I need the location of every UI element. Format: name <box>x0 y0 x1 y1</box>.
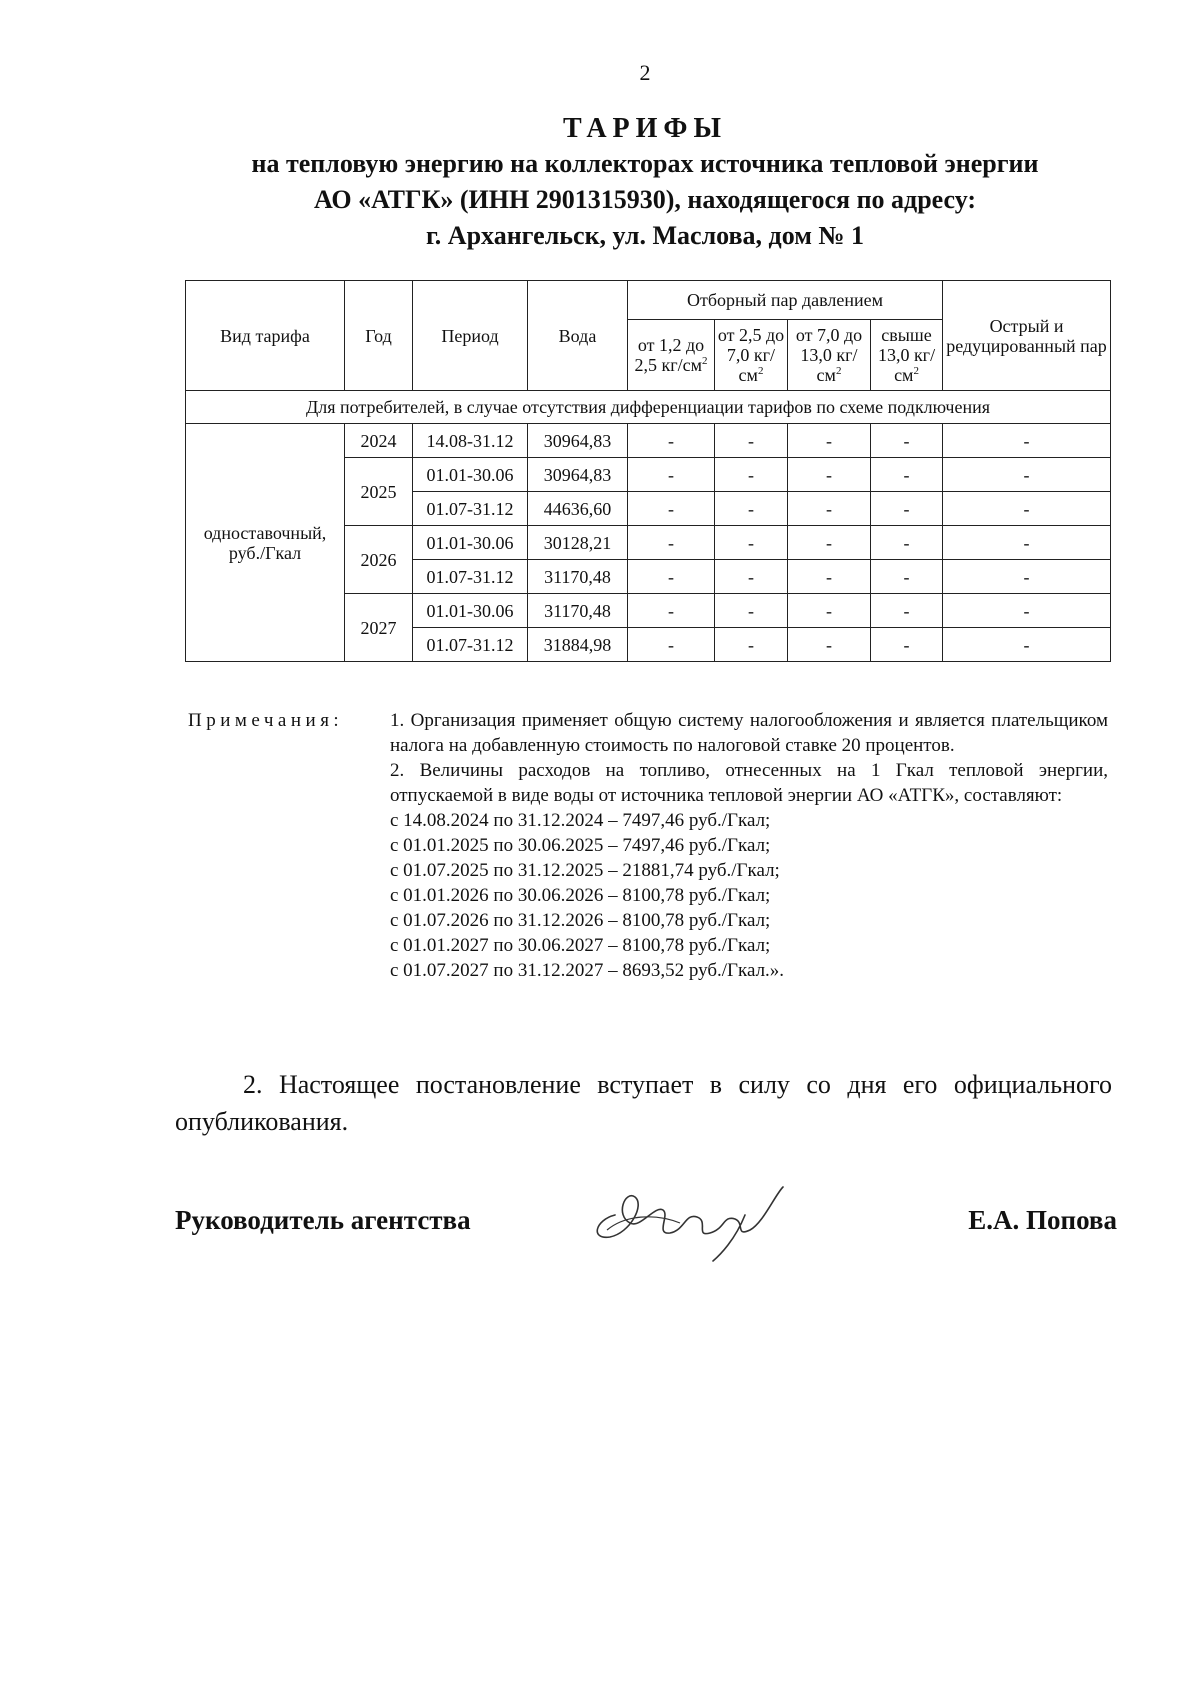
steam-cell: - <box>715 594 788 628</box>
steam-cell: - <box>628 526 715 560</box>
steam-cell: - <box>788 628 871 662</box>
acute-cell: - <box>943 560 1111 594</box>
steam-cell: - <box>788 526 871 560</box>
period-cell: 01.07-31.12 <box>413 628 528 662</box>
year-cell: 2027 <box>345 594 413 662</box>
subheader-row: Для потребителей, в случае отсутствия дифференциации тарифов по схеме подключения <box>186 391 1111 424</box>
notes-body <box>390 708 1108 983</box>
steam-cell: - <box>871 560 943 594</box>
water-cell: 30964,83 <box>528 424 628 458</box>
period-cell: 01.07-31.12 <box>413 560 528 594</box>
note-period-line: с 14.08.2024 по 31.12.2024 – 7497,46 руб./Гкал; <box>390 810 771 831</box>
signatory-name: Е.А. Попова <box>968 1205 1117 1235</box>
period-cell: 01.01-30.06 <box>413 594 528 628</box>
year-cell: 2024 <box>345 424 413 458</box>
tariff-name-cell: одноставочный, руб./Гкал <box>186 424 345 662</box>
steam-cell: - <box>788 560 871 594</box>
steam-cell: - <box>715 526 788 560</box>
acute-cell: - <box>943 526 1111 560</box>
steam-cell: - <box>871 424 943 458</box>
tariffs-table <box>185 280 1111 662</box>
steam-cell: - <box>628 594 715 628</box>
title-line-3: г. Архангельск, ул. Маслова, дом № 1 <box>425 221 865 250</box>
note-period-line: с 01.07.2025 по 31.12.2025 – 21881,74 руб./Гкал; <box>390 860 780 881</box>
steam-cell: - <box>715 560 788 594</box>
steam-cell: - <box>788 492 871 526</box>
header-steam-1: от 1,2 до 2,5 $кг/см^2$ <box>628 320 715 391</box>
header-period: Период <box>413 281 528 391</box>
steam-cell: - <box>628 424 715 458</box>
title-main: ТАРИФЫ <box>563 113 727 144</box>
handwritten-signature <box>585 1175 795 1265</box>
acute-cell: - <box>943 594 1111 628</box>
steam-cell: - <box>788 424 871 458</box>
note-period-line: с 01.01.2027 по 30.06.2027 – 8100,78 руб./Гкал; <box>390 935 771 956</box>
water-cell: 31170,48 <box>528 594 628 628</box>
note-period-line: с 01.01.2026 по 30.06.2026 – 8100,78 руб./Гкал; <box>390 885 771 906</box>
header-steam-2: от 2,5 до 7,0 $кг/см^2$ <box>715 320 788 391</box>
title-line-1: на тепловую энергию на коллекторах источника тепловой энергии <box>251 149 1039 178</box>
steam-cell: - <box>715 458 788 492</box>
steam-cell: - <box>871 492 943 526</box>
period-cell: 01.01-30.06 <box>413 526 528 560</box>
water-cell: 44636,60 <box>528 492 628 526</box>
steam-cell: - <box>628 560 715 594</box>
header-tariff-type: Вид тарифа <box>186 281 345 391</box>
period-cell: 01.01-30.06 <box>413 458 528 492</box>
note-period-line: с 01.07.2026 по 31.12.2026 – 8100,78 руб./Гкал; <box>390 910 771 931</box>
decree-effective-text: 2. Настоящее постановление вступает в силу со дня его официального опубликования. <box>175 1070 1112 1136</box>
water-cell: 30964,83 <box>528 458 628 492</box>
header-steam-4: свыше 13,0 $кг/см^2$ <box>871 320 943 391</box>
note-1: 1. Организация применяет общую систему налогообложения и является плательщиком налога на добавленную стоимость по налоговой ставке 20 процентов. <box>390 710 1108 756</box>
table-row <box>186 424 1111 458</box>
signature-block <box>175 1175 1117 1265</box>
year-cell: 2025 <box>345 458 413 526</box>
header-water: Вода <box>528 281 628 391</box>
acute-cell: - <box>943 492 1111 526</box>
signatory-title: Руководитель агентства <box>175 1205 471 1235</box>
steam-cell: - <box>628 628 715 662</box>
steam-cell: - <box>871 458 943 492</box>
notes-label: Примечания: <box>188 710 344 731</box>
steam-cell: - <box>788 594 871 628</box>
note-period-line: с 01.01.2025 по 30.06.2025 – 7497,46 руб./Гкал; <box>390 835 771 856</box>
steam-cell: - <box>871 526 943 560</box>
document-title <box>0 112 1200 254</box>
note-period-line: с 01.07.2027 по 31.12.2027 – 8693,52 руб./Гкал.». <box>390 960 785 981</box>
page-number: 2 <box>639 60 651 85</box>
steam-cell: - <box>715 424 788 458</box>
water-cell: 31884,98 <box>528 628 628 662</box>
steam-cell: - <box>715 628 788 662</box>
year-cell: 2026 <box>345 526 413 594</box>
title-line-2: АО «АТГК» (ИНН 2901315930), находящегося по адресу: <box>313 185 977 214</box>
acute-cell: - <box>943 458 1111 492</box>
steam-cell: - <box>628 458 715 492</box>
header-acute-steam: Острый и редуцированный пар <box>943 281 1111 391</box>
steam-cell: - <box>871 594 943 628</box>
steam-cell: - <box>788 458 871 492</box>
period-cell: 01.07-31.12 <box>413 492 528 526</box>
header-year: Год <box>345 281 413 391</box>
water-cell: 30128,21 <box>528 526 628 560</box>
steam-cell: - <box>715 492 788 526</box>
acute-cell: - <box>943 628 1111 662</box>
period-cell: 14.08-31.12 <box>413 424 528 458</box>
header-steam-3: от 7,0 до 13,0 $кг/см^2$ <box>788 320 871 391</box>
acute-cell: - <box>943 424 1111 458</box>
note-2: 2. Величины расходов на топливо, отнесенных на 1 Гкал тепловой энергии, отпускаемой в виде воды от источника тепловой энергии АО «АТГК», составляют: <box>390 760 1108 806</box>
water-cell: 31170,48 <box>528 560 628 594</box>
steam-cell: - <box>871 628 943 662</box>
steam-cell: - <box>628 492 715 526</box>
header-steam-group: Отборный пар давлением <box>628 281 943 320</box>
